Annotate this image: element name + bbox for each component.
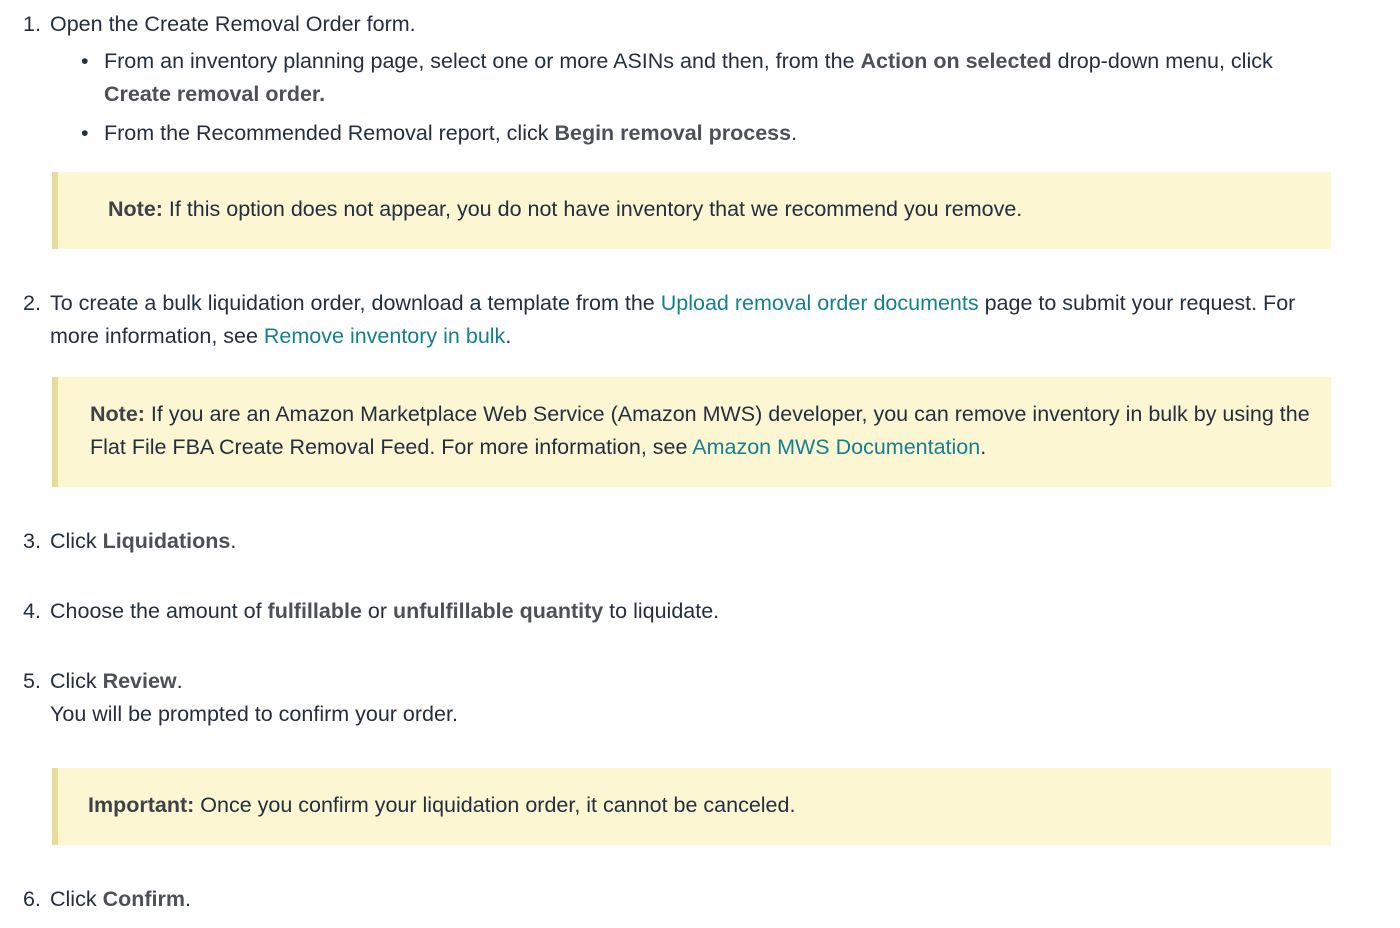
step-5: [0, 665, 1400, 731]
bold-review: Review: [102, 669, 177, 693]
step-number: 6.: [23, 887, 41, 911]
steps-list: [0, 595, 1400, 628]
link-remove-inventory-in-bulk[interactable]: Remove inventory in bulk: [263, 324, 506, 348]
step-text-part: to liquidate.: [603, 599, 720, 623]
bullet-text-part: From the Recommended Removal report, click: [104, 121, 555, 145]
link-upload-removal-order-documents[interactable]: Upload removal order documents: [660, 291, 979, 315]
list-item: [0, 525, 1400, 558]
list-item: [0, 8, 1400, 150]
step-content: [50, 8, 1400, 150]
sub-bullet-list: [50, 45, 1400, 150]
step-text-part: Click: [50, 669, 103, 693]
note-callout-1: [52, 172, 1331, 249]
callout-text: [88, 789, 1323, 822]
step-3: [0, 525, 1400, 558]
bold-unfulfillable-quantity: unfulfillable quantity: [392, 599, 604, 623]
callout-text: [90, 398, 1325, 464]
step-text: [50, 595, 1312, 628]
bullet-text-part: From an inventory planning page, select one or more ASINs and then, from the: [104, 49, 861, 73]
important-callout: [52, 768, 1331, 845]
list-item: [0, 287, 1400, 353]
note-callout-2: [52, 377, 1331, 487]
step-2: [0, 287, 1400, 353]
list-item: [77, 45, 1339, 111]
step-continuation-text: You will be prompted to confirm your order.: [50, 702, 458, 726]
list-item: [0, 595, 1400, 628]
step-text-part: Click: [50, 887, 103, 911]
step-text: [50, 525, 1312, 558]
step-text: [50, 287, 1312, 353]
bullet-icon: •: [81, 49, 89, 73]
step-text-part: Click: [50, 529, 103, 553]
link-amazon-mws-documentation[interactable]: Amazon MWS Documentation: [692, 435, 981, 459]
step-text: [50, 883, 1312, 916]
bold-confirm: Confirm: [102, 887, 185, 911]
bullet-bold-create-removal-order: Create removal order.: [104, 82, 326, 106]
step-text-part: .: [176, 669, 183, 693]
step-text-part: .: [505, 324, 512, 348]
callout-body: If you are an Amazon Marketplace Web Service (Amazon MWS) developer, you can remove inventory in bulk by using the Flat File FBA Create Removal Feed. For more information, see: [90, 402, 1310, 459]
steps-list: [0, 665, 1400, 698]
callout-body: .: [980, 435, 987, 459]
step-number: 1.: [23, 12, 41, 36]
steps-list: [0, 287, 1400, 353]
list-item: [0, 665, 1400, 698]
bullet-bold-begin-removal-process: Begin removal process: [554, 121, 792, 145]
step-text-part: Choose the amount of: [50, 599, 268, 623]
step-text-part: .: [230, 529, 237, 553]
bullet-bold-action-on-selected: Action on selected: [860, 49, 1052, 73]
step-number: 5.: [23, 669, 41, 693]
bullet-icon: •: [81, 121, 89, 145]
step-6: [0, 883, 1400, 916]
list-item: [0, 883, 1400, 916]
step-text-part: To create a bulk liquidation order, download a template from the: [50, 291, 661, 315]
bullet-text-part: drop-down menu, click: [1051, 49, 1273, 73]
callout-body: Once you confirm your liquidation order, it cannot be canceled.: [194, 793, 796, 817]
step-text-part: or: [361, 599, 393, 623]
bold-fulfillable: fulfillable: [267, 599, 362, 623]
step-1: [0, 8, 1400, 156]
step-text: Open the Create Removal Order form.: [50, 12, 416, 36]
step-number: 3.: [23, 529, 41, 553]
step-number: 2.: [23, 291, 41, 315]
steps-list: [0, 525, 1400, 558]
bold-liquidations: Liquidations: [102, 529, 231, 553]
callout-label: Note:: [108, 197, 163, 221]
list-item: [77, 117, 1339, 150]
step-text-part: page to submit your request. For more information, see: [50, 291, 1296, 348]
callout-text: [108, 193, 1331, 226]
step-text-part: .: [184, 887, 191, 911]
callout-body: If this option does not appear, you do not have inventory that we recommend you remove.: [162, 197, 1023, 221]
step-4: [0, 595, 1400, 628]
callout-label: Important:: [88, 793, 195, 817]
step-text: [50, 665, 1312, 698]
step-number: 4.: [23, 599, 41, 623]
callout-label: Note:: [90, 402, 145, 426]
bullet-text-part: .: [791, 121, 798, 145]
steps-list: [0, 883, 1400, 916]
steps-list: [0, 8, 1400, 150]
